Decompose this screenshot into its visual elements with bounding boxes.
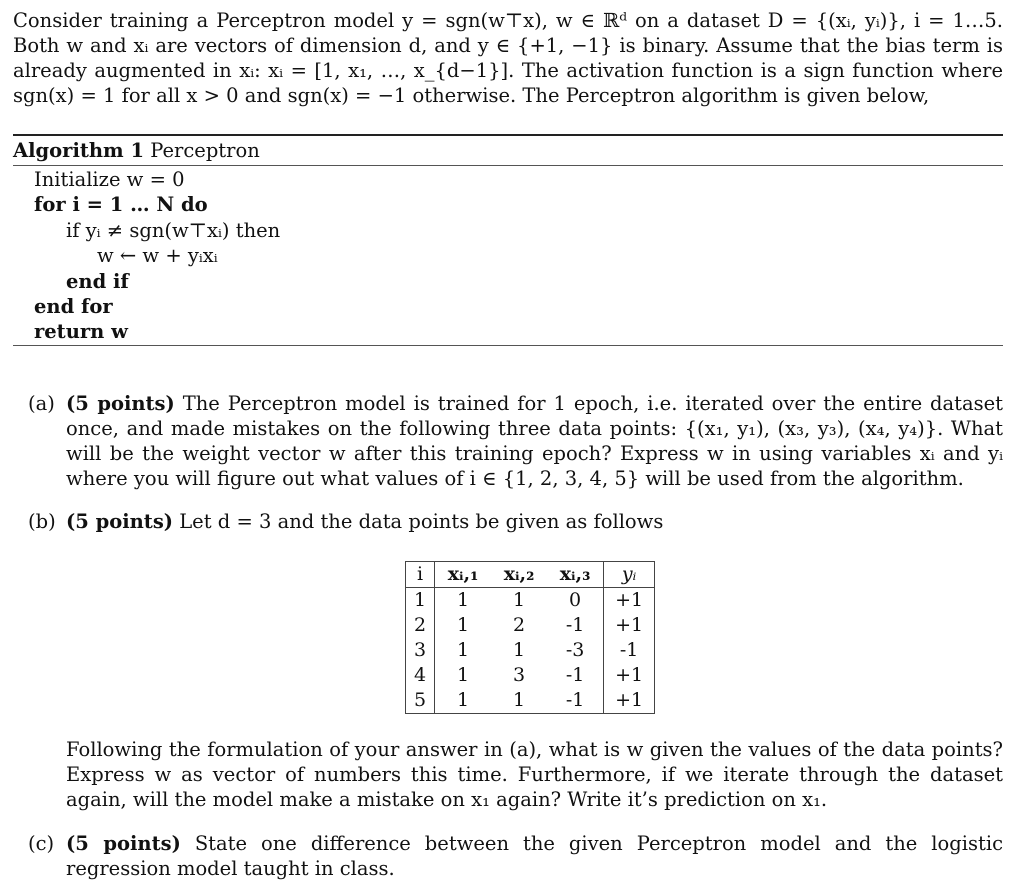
algorithm-bottom-rule (13, 345, 1003, 346)
table-cell: 3 (406, 638, 435, 663)
question-b-body: Let d = 3 and the data points be given as follows (179, 510, 664, 533)
question-a-label: (a) (28, 392, 55, 415)
question-b-followup: Following the formulation of your answer in (a), what is w given the values of the data points? Express w as vector of numbers this time. Furthermore, if we iterate through the dataset again, will the model make a mistake on x₁ again? Write it’s prediction on x₁. (66, 738, 1003, 811)
table-row (406, 588, 655, 614)
table-row (406, 613, 655, 638)
table-cell: 1 (435, 588, 492, 614)
table-cell: 2 (406, 613, 435, 638)
question-c (28, 831, 1003, 881)
table-cell: +1 (604, 588, 655, 614)
table-cell: 2 (513, 614, 526, 636)
question-b (28, 509, 1003, 534)
intro-paragraph: Consider training a Perceptron model y = sgn(w⊤x), w ∈ ℝᵈ on a dataset D = {(xᵢ, yᵢ)}, i = 1…5. Both w and xᵢ are vectors of dimension d, and y ∈ {+1, −1} is binary. Assume that the bias term is already augmented in xᵢ: xᵢ = [1, x₁, …, x_{d−1}]. The activation function is a sign function where sgn(x) = 1 for all x > 0 and sgn(x) = −1 otherwise. The Perceptron algorithm is given below, (13, 9, 1003, 107)
table-cell: 1 (435, 663, 492, 688)
table-cell: 1 (513, 639, 526, 661)
question-b-points: (5 points) (66, 510, 174, 533)
table-header-cell: xᵢ,₃ (547, 562, 604, 588)
question-a-text (66, 391, 1003, 491)
table-header-cell: yᵢ (604, 562, 655, 588)
table-cell: 1 (435, 613, 492, 638)
question-b-label: (b) (28, 510, 56, 533)
table-cell: -1 (604, 638, 655, 663)
table-header-row (406, 562, 655, 588)
algorithm-line: end if (66, 269, 129, 293)
table-header-cell: xᵢ,₂ (491, 562, 547, 588)
algorithm-line: w ← w + yᵢxᵢ (97, 244, 218, 268)
question-b-text (66, 509, 1003, 534)
table-row (406, 638, 655, 663)
question-c-body: State one difference between the given Perceptron model and the logistic regression model taught in class. (66, 832, 1003, 880)
table-cell: 1 (435, 688, 492, 714)
algorithm-line: Initialize w = 0 (34, 168, 185, 191)
table-cell: +1 (604, 688, 655, 714)
table-header-cell: xᵢ,₁ (435, 562, 492, 588)
algorithm-label: Algorithm 1 (13, 139, 145, 162)
table-cell: 4 (406, 663, 435, 688)
table-cell: 0 (547, 588, 604, 614)
table-cell: -1 (565, 614, 585, 636)
question-a (28, 391, 1003, 491)
table-row (406, 688, 655, 714)
question-a-points: (5 points) (66, 392, 175, 415)
table-cell: 3 (513, 664, 526, 686)
table-cell: +1 (604, 663, 655, 688)
table-cell: 5 (406, 688, 435, 714)
question-a-body: The Perceptron model is trained for 1 epoch, i.e. iterated over the entire dataset once, and made mistakes on the following three data points: {(x₁, y₁), (x₃, y₃), (x₄, y₄)}. What will be the weight vector w after this training epoch? Express w in using variables xᵢ and yᵢ where you will figure out what values of i ∈ {1, 2, 3, 4, 5} will be used from the algorithm. (66, 392, 1003, 490)
question-c-text (66, 831, 1003, 881)
table-row (406, 663, 655, 688)
table-cell: -1 (547, 688, 604, 714)
algorithm-line: return w (34, 320, 128, 344)
table-cell: 1 (491, 588, 547, 614)
table-cell: 1 (491, 688, 547, 714)
algorithm-box (13, 134, 1003, 346)
algorithm-line: for i = 1 … N do (34, 193, 208, 217)
question-c-label: (c) (28, 832, 55, 855)
table-cell: 1 (435, 638, 492, 663)
question-c-points: (5 points) (66, 832, 181, 855)
algorithm-line: end for (34, 294, 113, 318)
algorithm-line: if yᵢ ≠ sgn(w⊤xᵢ) then (66, 218, 281, 242)
algorithm-header (13, 136, 1003, 165)
data-table (405, 561, 655, 714)
table-header-cell: i (406, 562, 435, 588)
table-cell: -1 (565, 664, 585, 686)
table-cell: -3 (565, 639, 585, 661)
algorithm-body (13, 166, 1003, 345)
algorithm-name: Perceptron (150, 139, 260, 162)
table-cell: 1 (406, 588, 435, 614)
table-cell: +1 (604, 613, 655, 638)
